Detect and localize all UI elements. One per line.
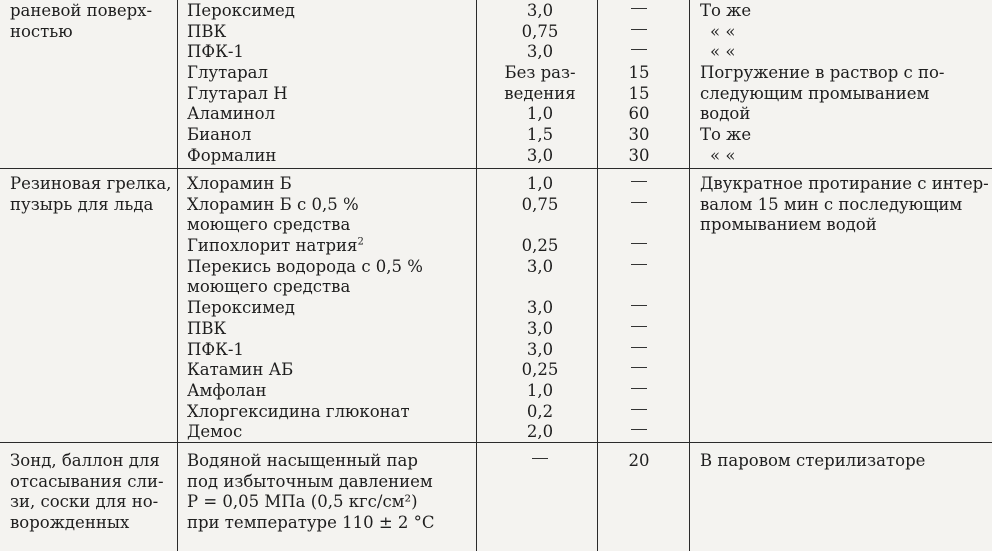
exposure-time-value xyxy=(594,174,684,195)
agent-cell xyxy=(187,1,477,167)
agent-name: моющего средства xyxy=(187,215,351,235)
concentration-cell xyxy=(484,174,596,443)
exposure-time-value: 15 xyxy=(628,83,650,103)
exposure-time-value: 15 xyxy=(628,63,650,83)
dash-mark xyxy=(631,243,647,244)
exposure-time-cell xyxy=(594,451,684,534)
method-line: « « xyxy=(710,145,736,165)
concentration-value: 2,0 xyxy=(526,422,554,442)
agent-name: Демос xyxy=(187,422,243,442)
agent-name: ПФК-1 xyxy=(187,42,244,62)
object-line: ностью xyxy=(10,21,73,41)
exposure-time-value: 60 xyxy=(628,104,650,124)
agent-name: моющего средства xyxy=(187,277,351,297)
exposure-time-value xyxy=(594,1,684,22)
method-line: следующим промыванием xyxy=(700,83,930,103)
dash-mark xyxy=(631,202,647,203)
spacer xyxy=(484,513,596,534)
agent-name: Глутарал Н xyxy=(187,83,288,103)
object-line: ворожденных xyxy=(10,513,130,533)
concentration-cell xyxy=(484,451,596,534)
spacer xyxy=(484,492,596,513)
agent-name: Бианол xyxy=(187,125,252,145)
dash-mark xyxy=(631,264,647,265)
exposure-time-value xyxy=(594,360,684,381)
dash-mark xyxy=(631,326,647,327)
agent-name: под избыточным давлением xyxy=(187,471,433,491)
column-rule xyxy=(689,0,690,551)
exposure-time-value: 30 xyxy=(628,125,650,145)
concentration-value: 3,0 xyxy=(526,339,554,359)
dash-mark xyxy=(631,49,647,50)
exposure-time-cell xyxy=(594,1,684,167)
method-line: « « xyxy=(710,42,736,62)
agent-name: Хлорамин Б xyxy=(187,174,292,193)
agent-name: Хлоргексидина глюконат xyxy=(187,401,410,421)
dash-mark xyxy=(631,347,647,348)
exposure-time-value xyxy=(594,319,684,340)
method-line: валом 15 мин с последующим xyxy=(700,194,963,214)
concentration-value: 1,0 xyxy=(526,174,554,193)
object-line: отсасывания сли- xyxy=(10,471,164,491)
concentration-value: 3,0 xyxy=(526,145,554,165)
exposure-time-cell xyxy=(594,174,684,443)
method-line: Двукратное протирание с интер- xyxy=(700,174,989,193)
agent-name: ПВК xyxy=(187,21,227,41)
concentration-value: 1,5 xyxy=(526,125,554,145)
agent-cell xyxy=(187,174,477,443)
column-rule xyxy=(177,0,178,551)
exposure-time-value: 30 xyxy=(628,145,650,165)
agent-name: Формалин xyxy=(187,145,277,165)
method-cell xyxy=(700,451,990,472)
concentration-value xyxy=(484,451,596,472)
concentration-value: 3,0 xyxy=(526,256,554,276)
spacer xyxy=(484,215,596,236)
concentration-value: 0,25 xyxy=(521,236,559,256)
agent-cell xyxy=(187,451,477,534)
dash-mark xyxy=(631,305,647,306)
object-line: пузырь для льда xyxy=(10,194,154,214)
object-cell xyxy=(10,1,170,42)
method-line: В паровом стерилизаторе xyxy=(700,451,926,470)
concentration-value: 0,75 xyxy=(521,21,559,41)
agent-name: ПВК xyxy=(187,318,227,338)
concentration-value: ведения xyxy=(504,83,576,103)
exposure-time-value xyxy=(594,402,684,423)
spacer xyxy=(594,277,684,298)
agent-name: Пероксимед xyxy=(187,1,295,20)
spacer xyxy=(484,277,596,298)
exposure-time-value xyxy=(594,298,684,319)
agent-name: Хлорамин Б с 0,5 % xyxy=(187,194,359,214)
concentration-value: 3,0 xyxy=(526,298,554,318)
concentration-value: 0,25 xyxy=(521,360,559,380)
exposure-time-value xyxy=(594,381,684,402)
exposure-time-value xyxy=(594,340,684,361)
dash-mark xyxy=(532,458,548,459)
method-line: То же xyxy=(700,125,752,145)
dash-mark xyxy=(631,429,647,430)
concentration-value: 3,0 xyxy=(526,42,554,62)
spacer xyxy=(594,472,684,493)
method-cell xyxy=(700,174,990,236)
agent-name: Амфолан xyxy=(187,380,267,400)
object-cell xyxy=(10,174,170,215)
agent-name: Р = 0,05 МПа (0,5 кгс/см²) xyxy=(187,492,418,512)
dash-mark xyxy=(631,29,647,30)
agent-name: Аламинол xyxy=(187,104,276,124)
method-line: промыванием водой xyxy=(700,215,877,235)
agent-name: Гипохлорит натрия$^2$ xyxy=(187,236,364,256)
exposure-time-value: 20 xyxy=(628,451,650,470)
concentration-value: 3,0 xyxy=(526,318,554,338)
exposure-time-value xyxy=(594,22,684,43)
exposure-time-value xyxy=(594,422,684,443)
spacer xyxy=(484,472,596,493)
concentration-value: 0,75 xyxy=(521,194,559,214)
method-line: Погружение в раствор с по- xyxy=(700,63,945,83)
agent-name: Глутарал xyxy=(187,63,268,83)
agent-name: ПФК-1 xyxy=(187,339,244,359)
concentration-value: 3,0 xyxy=(526,1,554,20)
agent-name: Перекись водорода с 0,5 % xyxy=(187,256,423,276)
agent-name: при температуре 110 ± 2 °С xyxy=(187,513,435,533)
spacer xyxy=(594,513,684,534)
method-line: То же xyxy=(700,1,752,20)
row-rule xyxy=(0,168,992,169)
exposure-time-value xyxy=(594,42,684,63)
dash-mark xyxy=(631,181,647,182)
agent-name: Водяной насыщенный пар xyxy=(187,451,418,470)
concentration-cell xyxy=(484,1,596,167)
dash-mark xyxy=(631,388,647,389)
object-line: Резиновая грелка, xyxy=(10,174,172,193)
object-cell xyxy=(10,451,170,534)
concentration-value: 1,0 xyxy=(526,380,554,400)
exposure-time-value xyxy=(594,236,684,257)
dash-mark xyxy=(631,367,647,368)
dash-mark xyxy=(631,409,647,410)
method-line: « « xyxy=(710,21,736,41)
concentration-value: 0,2 xyxy=(526,401,554,421)
dash-mark xyxy=(631,8,647,9)
agent-name: Пероксимед xyxy=(187,298,295,318)
footnote-mark: 2 xyxy=(357,236,364,248)
method-line: водой xyxy=(700,104,751,124)
concentration-value: 1,0 xyxy=(526,104,554,124)
spacer xyxy=(594,492,684,513)
object-line: зи, соски для но- xyxy=(10,492,159,512)
method-cell xyxy=(700,1,990,167)
exposure-time-value xyxy=(594,195,684,216)
agent-name: Катамин АБ xyxy=(187,360,294,380)
spacer xyxy=(594,215,684,236)
object-line: Зонд, баллон для xyxy=(10,451,160,470)
exposure-time-value xyxy=(594,257,684,278)
object-line: раневой поверх- xyxy=(10,1,153,20)
concentration-value: Без раз- xyxy=(504,63,576,83)
